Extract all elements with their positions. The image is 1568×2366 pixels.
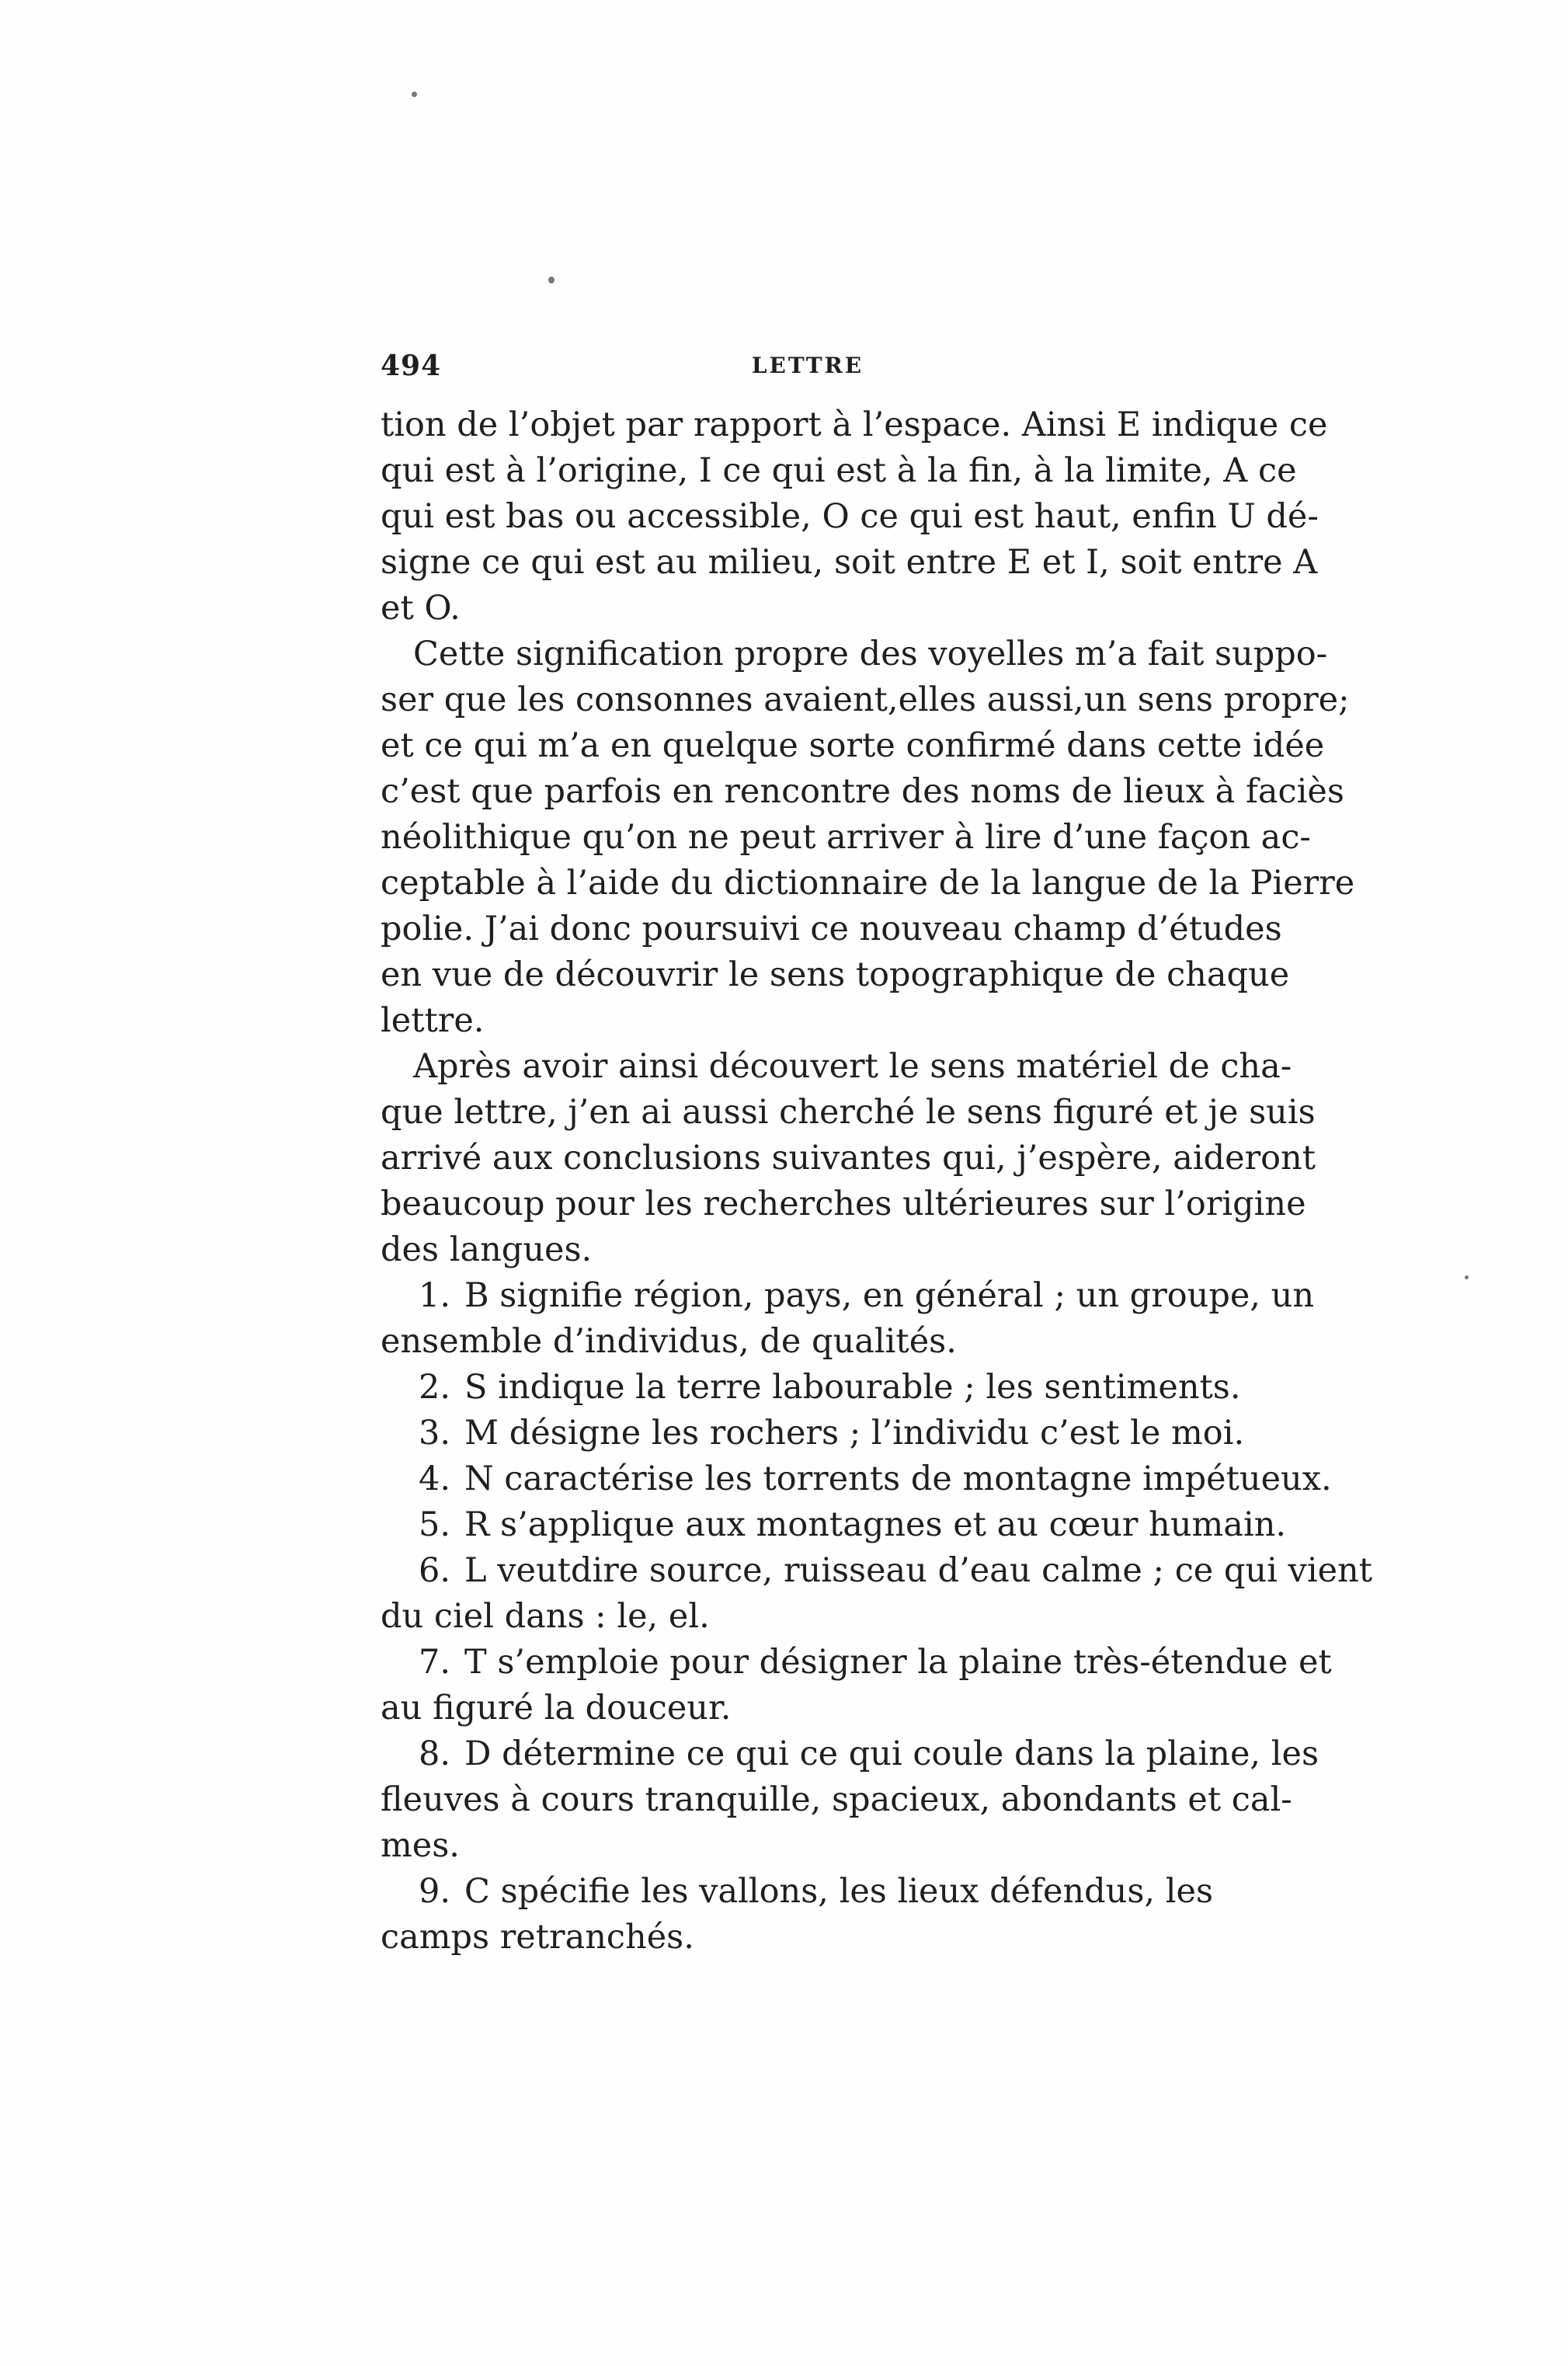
list-item [381,1731,1319,1869]
list-number: 9. [418,1872,450,1911]
list-item-text: N caractérise les torrents de montagne impétueux. [464,1460,1332,1498]
list-number: 6. [418,1551,450,1590]
list-item [381,1869,1219,1961]
paragraph-3 [381,1044,1316,1273]
list-item [381,1548,1372,1640]
list-item [381,1273,1315,1365]
list-number: 7. [418,1643,450,1682]
text-line: arrivé aux conclusions suivantes qui, j’espère, aideront [381,1139,1316,1178]
letter-list [381,1273,1372,1961]
ink-speck [548,277,555,284]
list-number: 3. [418,1414,450,1453]
text-line: néolithique qu’on ne peut arriver à lire d’une façon ac- [381,818,1311,857]
list-number: 1. [418,1276,450,1315]
list-number: 8. [418,1734,450,1773]
text-line: et O. [381,589,461,628]
running-head: LETTRE [751,353,864,378]
list-number: 5. [418,1505,450,1544]
ink-speck [412,92,417,97]
list-number: 2. [418,1368,450,1407]
text-line: tion de l’objet par rapport à l’espace. Ainsi E indique ce [381,405,1328,444]
list-item-continuation: mes. [381,1826,460,1865]
list-item-text: D détermine ce qui ce qui coule dans la plaine, les [464,1734,1319,1773]
list-item-text: M désigne les rochers ; l’individu c’est le moi. [464,1414,1245,1453]
text-line: lettre. [381,1001,485,1040]
list-item [381,1411,1245,1456]
text-line: Cette signification propre des voyelles m’a fait suppo- [413,635,1328,673]
list-item [381,1502,1287,1548]
text-line: des langues. [381,1230,593,1269]
text-line: beaucoup pour les recherches ultérieures sur l’origine [381,1185,1306,1223]
list-item [381,1456,1332,1502]
list-item-continuation: camps retranchés. [381,1918,694,1957]
text-line: qui est bas ou accessible, O ce qui est haut, enfin U dé- [381,497,1319,536]
list-item [381,1640,1332,1731]
text-line: ser que les consonnes avaient,elles aussi,un sens propre; [381,680,1350,719]
text-line: que lettre, j’en ai aussi cherché le sens figuré et je suis [381,1093,1316,1132]
list-item-text: B signifie région, pays, en général ; un groupe, un [464,1276,1315,1315]
page-header [381,350,1235,396]
list-item-continuation: au figuré la douceur. [381,1689,732,1728]
text-line: en vue de découvrir le sens topographique de chaque [381,955,1290,994]
text-line: polie. J’ai donc poursuivi ce nouveau champ d’études [381,910,1282,948]
list-item-text: S indique la terre labourable ; les sentiments. [464,1368,1241,1407]
list-item-continuation: du ciel dans : le, el. [381,1597,710,1636]
list-item-text: R s’applique aux montagnes et au cœur humain. [464,1505,1287,1544]
list-item [381,1365,1241,1411]
ink-speck [1465,1275,1469,1279]
list-item-text: C spécifie les vallons, les lieux défendus, les [464,1872,1214,1911]
text-line: qui est à l’origine, I ce qui est à la fin, à la limite, A ce [381,451,1297,490]
text-line: et ce qui m’a en quelque sorte confirmé dans cette idée [381,726,1325,765]
paragraph-1 [381,402,1328,632]
list-item-text: L veutdire source, ruisseau d’eau calme ; ce qui vient [464,1551,1372,1590]
list-item-text: T s’emploie pour désigner la plaine très-étendue et [464,1643,1332,1682]
body-text [381,402,1372,1961]
text-line: ceptable à l’aide du dictionnaire de la langue de la Pierre [381,864,1355,903]
page-number: 494 [381,350,442,382]
text-line: Après avoir ainsi découvert le sens matériel de cha- [413,1047,1292,1086]
list-number: 4. [418,1460,450,1498]
text-line: signe ce qui est au milieu, soit entre E et I, soit entre A [381,543,1318,582]
paragraph-2 [381,632,1355,1044]
list-item-continuation: fleuves à cours tranquille, spacieux, abondants et cal- [381,1780,1292,1819]
text-line: c’est que parfois en rencontre des noms de lieux à faciès [381,772,1344,811]
list-item-continuation: ensemble d’individus, de qualités. [381,1322,957,1361]
